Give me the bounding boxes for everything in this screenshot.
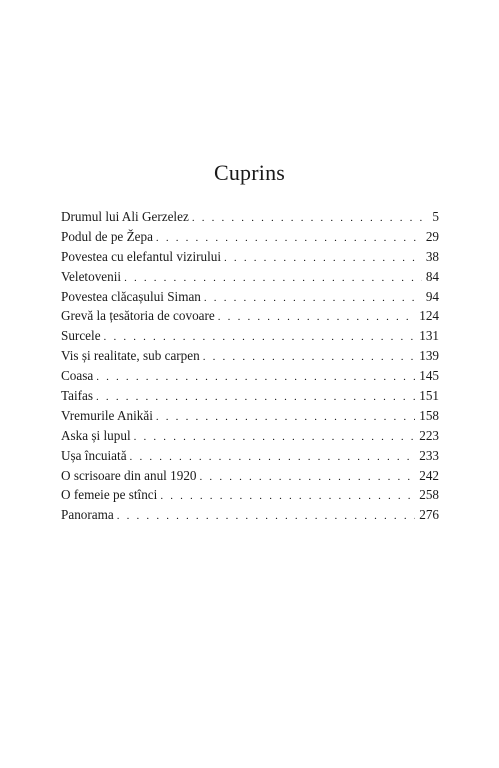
toc-entry <box>61 366 439 386</box>
toc-entry <box>61 326 439 346</box>
table-of-contents <box>61 207 439 525</box>
toc-entry-page: 151 <box>419 388 439 404</box>
toc-entry <box>61 446 439 466</box>
page-title: Cuprins <box>213 159 286 185</box>
toc-entry-page: 94 <box>425 288 439 304</box>
toc-entry-page: 29 <box>425 228 439 244</box>
toc-entry-title: Vremurile Anikăi <box>61 407 153 423</box>
dot-leader <box>156 408 415 428</box>
toc-entry-page: 258 <box>419 487 439 503</box>
toc-entry-title: O femeie pe stînci <box>61 487 158 503</box>
toc-entry-title: Podul de pe Žepa <box>61 228 153 244</box>
toc-entry <box>61 466 439 486</box>
toc-entry-title: Drumul lui Ali Gerzelez <box>61 209 189 224</box>
toc-entry <box>61 227 439 247</box>
toc-entry-page: 276 <box>419 507 439 523</box>
toc-entry-page: 145 <box>419 368 439 384</box>
toc-entry <box>61 406 439 426</box>
dot-leader <box>203 348 415 368</box>
toc-entry <box>61 287 439 307</box>
toc-entry-title: Povestea clăcașului Siman <box>61 288 201 304</box>
toc-entry-page: 38 <box>425 248 439 264</box>
toc-entry <box>61 485 439 505</box>
toc-entry <box>61 306 439 326</box>
dot-leader <box>200 468 416 488</box>
dot-leader <box>218 308 415 328</box>
toc-entry <box>61 247 439 267</box>
dot-leader <box>204 289 422 309</box>
toc-entry-title: Taifas <box>61 388 94 404</box>
toc-entry-page: 158 <box>419 407 439 423</box>
toc-entry-page: 139 <box>419 348 439 364</box>
toc-entry-page: 124 <box>419 308 439 324</box>
toc-entry-page: 5 <box>432 209 439 224</box>
dot-leader <box>134 428 416 448</box>
toc-entry <box>61 267 439 287</box>
toc-entry-title: Aska și lupul <box>61 427 131 443</box>
dot-leader <box>224 249 422 269</box>
dot-leader <box>192 209 429 229</box>
toc-entry <box>61 207 439 227</box>
toc-entry-title: Vis și realitate, sub carpen <box>61 348 200 364</box>
toc-entry-title: Ușa încuiată <box>61 447 127 463</box>
toc-entry <box>61 346 439 366</box>
toc-entry-title: Povestea cu elefantul vizirului <box>61 248 222 264</box>
dot-leader <box>117 507 415 527</box>
toc-entry-page: 223 <box>419 427 439 443</box>
toc-entry-page: 131 <box>419 328 439 344</box>
toc-entry <box>61 505 439 525</box>
toc-entry-title: Panorama <box>61 507 114 523</box>
toc-entry-title: Surcele <box>61 328 101 344</box>
dot-leader <box>160 487 415 507</box>
toc-entry <box>61 426 439 446</box>
dot-leader <box>96 368 415 388</box>
toc-entry-page: 84 <box>425 268 439 284</box>
toc-entry-title: Coasa <box>61 368 94 384</box>
toc-entry-title: O scrisoare din anul 1920 <box>61 467 197 483</box>
toc-entry <box>61 386 439 406</box>
toc-entry-title: Grevă la țesătoria de covoare <box>61 308 215 324</box>
toc-entry-title: Veletovenii <box>61 268 122 284</box>
toc-entry-page: 242 <box>419 467 439 483</box>
toc-entry-page: 233 <box>419 447 439 463</box>
